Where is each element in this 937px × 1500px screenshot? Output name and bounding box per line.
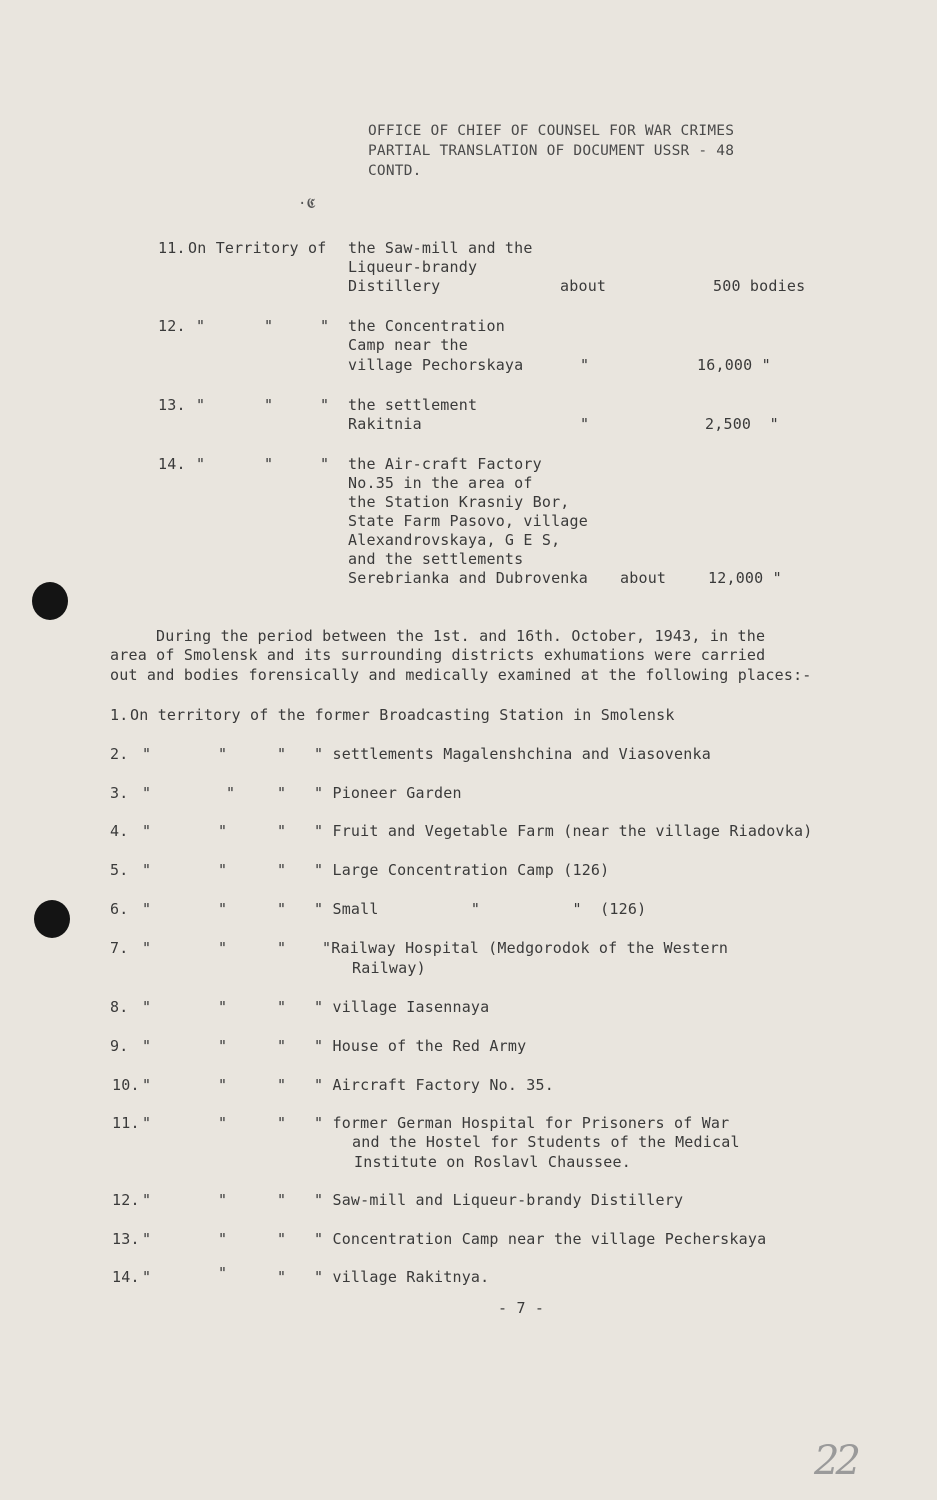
territory-item-14-place-line: Alexandrovskaya, G E S, — [348, 531, 561, 549]
ditto-mark: " — [142, 1268, 152, 1286]
place-item-14-text: " village Rakitnya. — [314, 1268, 490, 1286]
territory-item-11-about: about — [560, 277, 607, 295]
ditto-mark: " — [196, 317, 206, 335]
place-item-6-num: 6. — [110, 900, 129, 918]
ditto-mark: " — [142, 939, 152, 957]
ink-mark: ·𝕮 — [298, 196, 316, 212]
ditto-mark: " — [277, 745, 287, 763]
header-line-1: OFFICE OF CHIEF OF COUNSEL FOR WAR CRIMES — [368, 123, 735, 139]
ditto-mark: " — [264, 396, 274, 414]
ditto-mark: " — [277, 822, 287, 840]
place-item-1-num: 1. — [110, 706, 129, 724]
ditto-mark: " — [142, 1076, 152, 1094]
place-item-7-text: "Railway Hospital (Medgorodok of the Western — [322, 939, 729, 957]
place-item-11-text: and the Hostel for Students of the Medical — [352, 1133, 740, 1151]
territory-item-12-place-line: village Pechorskaya — [348, 356, 524, 374]
ditto-mark: " — [218, 861, 228, 879]
territory-item-11-count: 500 bodies — [713, 277, 806, 295]
ditto-mark: " — [320, 396, 330, 414]
place-item-10-num: 10. — [112, 1076, 140, 1094]
header-line-3: CONTD. — [368, 163, 422, 179]
ditto-mark: " — [264, 317, 274, 335]
territory-item-14-place-line: Serebrianka and Dubrovenka — [348, 569, 588, 587]
place-item-5-num: 5. — [110, 861, 129, 879]
territory-item-12-about: " — [580, 356, 590, 374]
ditto-mark: " — [277, 900, 287, 918]
ditto-mark: " — [142, 861, 152, 879]
place-item-2-text: " settlements Magalenshchina and Viasovenka — [314, 745, 711, 763]
ditto-mark: " — [277, 1076, 287, 1094]
ditto-mark: " — [218, 1191, 228, 1209]
place-item-5-text: " Large Concentration Camp (126) — [314, 861, 610, 879]
territory-item-13-num: 13. — [158, 396, 186, 414]
territory-item-14-about: about — [620, 569, 667, 587]
header-line-2: PARTIAL TRANSLATION OF DOCUMENT USSR - 48 — [368, 143, 735, 159]
punch-hole — [32, 582, 68, 620]
territory-item-13-about: " — [580, 415, 590, 433]
territory-item-14-place-line: the Station Krasniy Bor, — [348, 493, 570, 511]
territory-item-12-count: 16,000 " — [697, 356, 771, 374]
territory-item-14-count: 12,000 " — [708, 569, 782, 587]
ditto-mark: " — [218, 1076, 228, 1094]
territory-item-12-num: 12. — [158, 317, 186, 335]
ditto-mark: " — [142, 784, 152, 802]
place-item-11-text: Institute on Roslavl Chaussee. — [354, 1153, 631, 1171]
territory-item-11-place-line: Liqueur-brandy — [348, 258, 478, 276]
ditto-mark: " — [277, 1114, 287, 1132]
place-item-3-text: " Pioneer Garden — [314, 784, 462, 802]
territory-item-11-prefix: On Territory of — [188, 239, 327, 257]
paragraph-line: out and bodies forensically and medically examined at the following places:- — [110, 666, 812, 684]
place-item-12-num: 12. — [112, 1191, 140, 1209]
paragraph-line: area of Smolensk and its surrounding districts exhumations were carried — [110, 646, 766, 664]
place-item-7-num: 7. — [110, 939, 129, 957]
ditto-mark: " — [277, 939, 287, 957]
place-item-12-text: " Saw-mill and Liqueur-brandy Distillery — [314, 1191, 684, 1209]
territory-item-11-place-line: the Saw-mill and the — [348, 239, 533, 257]
place-item-4-num: 4. — [110, 822, 129, 840]
place-item-8-text: " village Iasennaya — [314, 998, 490, 1016]
ditto-mark: " — [277, 1037, 287, 1055]
place-item-8-num: 8. — [110, 998, 129, 1016]
territory-item-11-num: 11. — [158, 239, 186, 257]
ditto-mark: " — [320, 455, 330, 473]
place-item-4-text: " Fruit and Vegetable Farm (near the village Riadovka) — [314, 822, 813, 840]
place-item-6-text: " Small " " (126) — [314, 900, 647, 918]
territory-item-12-place-line: Camp near the — [348, 336, 468, 354]
ditto-mark: " — [196, 396, 206, 414]
ditto-mark: " — [218, 900, 228, 918]
ditto-mark: " — [142, 998, 152, 1016]
territory-item-14-place-line: the Air-craft Factory — [348, 455, 542, 473]
ditto-mark: " — [320, 317, 330, 335]
place-item-10-text: " Aircraft Factory No. 35. — [314, 1076, 554, 1094]
territory-item-11-place-line: Distillery — [348, 277, 441, 295]
place-item-9-text: " House of the Red Army — [314, 1037, 527, 1055]
territory-item-13-count: 2,500 " — [705, 415, 779, 433]
territory-item-14-place-line: and the settlements — [348, 550, 524, 568]
ditto-mark: " — [218, 1230, 228, 1248]
ditto-mark: " — [142, 745, 152, 763]
paragraph-line: During the period between the 1st. and 16th. October, 1943, in the — [156, 627, 766, 645]
ditto-mark: " — [142, 900, 152, 918]
place-item-7-text: Railway) — [352, 959, 426, 977]
ditto-mark: " — [226, 784, 236, 802]
territory-item-14-place-line: State Farm Pasovo, village — [348, 512, 588, 530]
ditto-mark: " — [277, 1230, 287, 1248]
ditto-mark: " — [196, 455, 206, 473]
territory-item-13-place-line: the settlement — [348, 396, 478, 414]
place-item-11-num: 11. — [112, 1114, 140, 1132]
punch-hole — [34, 900, 70, 938]
place-item-13-text: " Concentration Camp near the village Pecherskaya — [314, 1230, 767, 1248]
place-item-3-num: 3. — [110, 784, 129, 802]
place-item-11-text: " former German Hospital for Prisoners of War — [314, 1114, 730, 1132]
ditto-mark: " — [218, 998, 228, 1016]
page-number: - 7 - — [498, 1299, 545, 1317]
place-item-1-text: On territory of the former Broadcasting Station in Smolensk — [130, 706, 675, 724]
ditto-mark: " — [218, 1114, 228, 1132]
ditto-mark: " — [277, 998, 287, 1016]
ditto-mark: " — [218, 1037, 228, 1055]
territory-item-13-place-line: Rakitnia — [348, 415, 422, 433]
territory-item-14-num: 14. — [158, 455, 186, 473]
territory-item-12-place-line: the Concentration — [348, 317, 505, 335]
ditto-mark: " — [277, 784, 287, 802]
ditto-mark: " — [218, 939, 228, 957]
ditto-mark: " — [142, 1191, 152, 1209]
ditto-mark: " — [142, 822, 152, 840]
ditto-mark: " — [277, 1268, 287, 1286]
place-item-14-num: 14. — [112, 1268, 140, 1286]
territory-item-14-place-line: No.35 in the area of — [348, 474, 533, 492]
ditto-mark: " — [277, 1191, 287, 1209]
place-item-13-num: 13. — [112, 1230, 140, 1248]
ditto-mark: " — [218, 822, 228, 840]
ditto-mark: " — [142, 1114, 152, 1132]
ditto-mark: " — [277, 861, 287, 879]
place-item-9-num: 9. — [110, 1037, 129, 1055]
place-item-2-num: 2. — [110, 745, 129, 763]
ditto-mark: " — [142, 1230, 152, 1248]
ditto-mark: " — [218, 1264, 228, 1282]
handwritten-folio-number: 22 — [814, 1438, 857, 1484]
ditto-mark: " — [264, 455, 274, 473]
ditto-mark: " — [142, 1037, 152, 1055]
ditto-mark: " — [218, 745, 228, 763]
